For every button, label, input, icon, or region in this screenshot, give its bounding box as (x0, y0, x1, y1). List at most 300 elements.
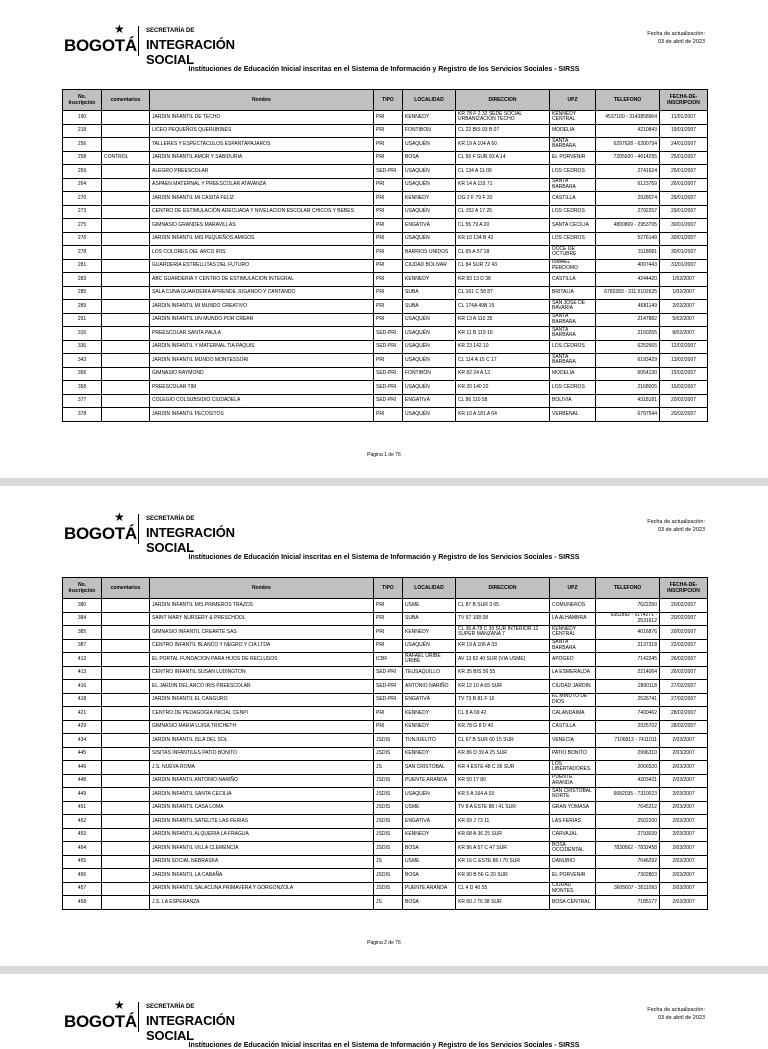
cell-telefono: 4007443 (596, 259, 660, 273)
cell-nombre: ASPAEN MATERNAL Y PREESCOLAR ATAVANZA (150, 178, 374, 192)
cell-comentarios (102, 869, 150, 883)
cell-localidad: USAQUÉN (403, 178, 456, 192)
cell-fecha: 30/01/2007 (660, 219, 708, 233)
cell-inscripcion: 452 (63, 815, 102, 829)
cell-localidad: KENNEDY (403, 273, 456, 287)
cell-direccion: CL 56 F SUR 93 A 14 (456, 151, 550, 165)
cell-direccion: DG 2 F 79 F 20 (456, 192, 550, 206)
cell-nombre: J.S. NUEVA ROMA (150, 761, 374, 775)
cell-direccion: CL 65 A 57 18 (456, 246, 550, 260)
table-row (63, 381, 708, 395)
cell-upz: EL MINUTO DE DIOS (550, 693, 596, 707)
cell-localidad: KENNEDY (403, 707, 456, 721)
column-header: Nombre (150, 578, 374, 599)
cell-fecha: 25/01/2007 (660, 151, 708, 165)
cell-fecha: 20/02/2007 (660, 408, 708, 422)
cell-localidad: KENNEDY (403, 747, 456, 761)
cell-direccion: KR 78 G 8 D 40 (456, 720, 550, 734)
cell-upz: SAN JOSE DE BAVARIA (550, 300, 596, 314)
table-row (63, 788, 708, 802)
cell-direccion: KR 11 B 119 10 (456, 327, 550, 341)
cell-inscripcion: 380 (63, 599, 102, 613)
cell-comentarios (102, 747, 150, 761)
cell-telefono: 4244420 (596, 273, 660, 287)
table-row (63, 882, 708, 896)
cell-fecha: 2/03/2007 (660, 882, 708, 896)
cell-comentarios (102, 111, 150, 125)
cell-upz: SANTA CECILIA (550, 219, 596, 233)
table-row (63, 855, 708, 869)
cell-upz: MODELIA (550, 124, 596, 138)
cell-nombre: JARDIN INFANTIL MUNDO MONTESSORI (150, 354, 374, 368)
cell-upz: SANTA BARBARA (550, 327, 596, 341)
cell-nombre: LICEO PEQUEÑOS QUERUBINES (150, 124, 374, 138)
cell-fecha: 1/02/2007 (660, 286, 708, 300)
cell-telefono: 6782283 - 311 5102625 (596, 286, 660, 300)
cell-telefono: 2741624 (596, 165, 660, 179)
cell-comentarios (102, 842, 150, 856)
cell-fecha: 22/02/2007 (660, 639, 708, 653)
table-row (63, 828, 708, 842)
cell-inscripcion: 453 (63, 828, 102, 842)
cell-fecha: 26/02/2007 (660, 666, 708, 680)
logo-text: BOGOTÁ (64, 36, 137, 55)
cell-comentarios (102, 761, 150, 775)
cell-localidad: USAQUÉN (403, 138, 456, 152)
cell-fecha: 30/01/2007 (660, 246, 708, 260)
cell-inscripcion: 281 (63, 259, 102, 273)
table-row (63, 151, 708, 165)
column-header: TELEFONO (596, 578, 660, 599)
bogota-logo (64, 996, 254, 1043)
cell-telefono: 6252665 (596, 340, 660, 354)
cell-inscripcion: 270 (63, 192, 102, 206)
cell-upz: LOS CEDROS (550, 165, 596, 179)
cell-comentarios (102, 408, 150, 422)
cell-nombre: CENTRO INFANTIL BLANCO Y NEGRO Y CIA LTDA (150, 639, 374, 653)
update-info (647, 1006, 705, 1022)
logo-integracion: INTEGRACIÓN SOCIAL (146, 1013, 235, 1043)
cell-inscripcion: 356 (63, 367, 102, 381)
cell-tipo: SED-PRI (374, 165, 403, 179)
cell-fecha: 20/02/2007 (660, 612, 708, 626)
cell-telefono: 4681149 (596, 300, 660, 314)
cell-tipo: PRI (374, 639, 403, 653)
cell-fecha: 11/01/2007 (660, 111, 708, 125)
table-row (63, 720, 708, 734)
document-title: Instituciones de Educación Inicial inscritas en el Sistema de Información y Registro de los Servicios Sociales - SIRSS (188, 1042, 580, 1049)
cell-comentarios (102, 734, 150, 748)
logo-divider (138, 514, 139, 544)
logo-secretaria: SECRETARÍA DE (146, 28, 195, 34)
cell-localidad: ENGATIVÁ (403, 394, 456, 408)
cell-telefono: 2996310 (596, 747, 660, 761)
institutions-table (62, 89, 708, 422)
cell-comentarios (102, 192, 150, 206)
cell-fecha: 29/01/2007 (660, 205, 708, 219)
column-header: TELEFONO (596, 90, 660, 111)
cell-upz: LAS FERIAS (550, 815, 596, 829)
cell-upz: SAN CRISTOBAL NORTE (550, 788, 596, 802)
cell-localidad: USME (403, 599, 456, 613)
cell-nombre: JARDIN INFANTIL SANTA CECILIA (150, 788, 374, 802)
cell-inscripcion: 457 (63, 882, 102, 896)
cell-nombre: ALEGRO PREESCOLAR (150, 165, 374, 179)
column-header: DIRECCION (456, 578, 550, 599)
cell-nombre: JARDIN INFANTIL MIS PEQUEÑOS AMIGOS (150, 232, 374, 246)
table-header-row (63, 90, 708, 111)
cell-inscripcion: 377 (63, 394, 102, 408)
cell-comentarios (102, 720, 150, 734)
cell-upz: SANTA BARBARA (550, 178, 596, 192)
cell-localidad: KENNEDY (403, 192, 456, 206)
cell-localidad: TEUSAQUILLO (403, 666, 456, 680)
cell-localidad: RAFAEL URIBE URIBE (403, 653, 456, 667)
table-row (63, 300, 708, 314)
cell-fecha: 2/03/2007 (660, 842, 708, 856)
cell-localidad: SUBA (403, 612, 456, 626)
cell-fecha: 30/01/2007 (660, 232, 708, 246)
cell-fecha: 15/02/2007 (660, 367, 708, 381)
cell-inscripcion: 384 (63, 612, 102, 626)
table-row (63, 761, 708, 775)
cell-telefono: 6797544 (596, 408, 660, 422)
cell-inscripcion: 387 (63, 639, 102, 653)
cell-direccion: CL 174A 49B 15 (456, 300, 550, 314)
cell-telefono: 2793039 (596, 828, 660, 842)
column-header: LOCALIDAD (403, 578, 456, 599)
cell-comentarios (102, 801, 150, 815)
cell-localidad: ENGATIVÁ (403, 693, 456, 707)
cell-telefono: 7302803 (596, 869, 660, 883)
cell-upz: LOS CEDROS (550, 340, 596, 354)
cell-direccion: KR 86 D 39 A 25 SUR (456, 747, 550, 761)
cell-fecha: 2/03/2007 (660, 801, 708, 815)
cell-tipo: PRI (374, 300, 403, 314)
cell-comentarios (102, 855, 150, 869)
cell-telefono: 7185177 (596, 896, 660, 910)
cell-localidad: KENNEDY (403, 828, 456, 842)
cell-inscripcion: 256 (63, 138, 102, 152)
cell-tipo: JSDIS (374, 801, 403, 815)
cell-direccion: KR 19 A 104 A 60 (456, 138, 550, 152)
cell-direccion: KR 78 F 2 32 SEDE SOCIAL URBANIZACION TECHO (456, 111, 550, 125)
cell-fecha: 2/03/2007 (660, 815, 708, 829)
cell-comentarios (102, 882, 150, 896)
cell-nombre: JARDIN INFANTIL MI MUNDO CREATIVO (150, 300, 374, 314)
column-header: UPZ (550, 578, 596, 599)
table-row (63, 707, 708, 721)
cell-upz: KENNEDY CENTRAL (550, 111, 596, 125)
cell-inscripcion: 434 (63, 734, 102, 748)
cell-tipo: PRI (374, 313, 403, 327)
cell-localidad: USAQUÉN (403, 313, 456, 327)
column-header: TIPO (374, 90, 403, 111)
cell-nombre: CENTRO DE ESTIMULACIÓN ADECUADA Y NIVELACION ESCOLAR CHICOS Y BEBES (150, 205, 374, 219)
cell-fecha: 28/02/2007 (660, 720, 708, 734)
cell-tipo: SED-PRI (374, 666, 403, 680)
cell-telefono: 7622250 (596, 599, 660, 613)
cell-tipo: SED-PRI (374, 340, 403, 354)
cell-inscripcion: 455 (63, 855, 102, 869)
cell-nombre: JARDIN INFANTIL VILLA CLEMENCIA (150, 842, 374, 856)
bogota-logo (64, 508, 254, 555)
cell-upz: VENECIA (550, 734, 596, 748)
cell-tipo: JSDIS (374, 842, 403, 856)
cell-fecha: 2/03/2007 (660, 761, 708, 775)
cell-nombre: JARDIN INFANTIL PECOSITOS (150, 408, 374, 422)
cell-tipo: PRI (374, 612, 403, 626)
column-header: Nombre (150, 90, 374, 111)
cell-fecha: 25/01/2007 (660, 165, 708, 179)
cell-inscripcion: 451 (63, 801, 102, 815)
cell-tipo: ICBF (374, 653, 403, 667)
star-icon: ★ (114, 22, 125, 36)
cell-comentarios (102, 788, 150, 802)
cell-nombre: JARDIN INFANTIL Y MATERNAL TIA PAQUIS (150, 340, 374, 354)
institutions-table (62, 577, 708, 910)
cell-upz: CASTILLA (550, 720, 596, 734)
table-row (63, 192, 708, 206)
cell-localidad: SUBA (403, 286, 456, 300)
cell-comentarios (102, 300, 150, 314)
cell-upz: COMUNEROS (550, 599, 596, 613)
logo-text: BOGOTÁ (64, 1012, 137, 1031)
cell-nombre: SAINT MARY NURSERY & PRESCHOOL (150, 612, 374, 626)
table-row (63, 680, 708, 694)
cell-comentarios (102, 707, 150, 721)
logo-divider (138, 1002, 139, 1032)
cell-fecha: 27/02/2007 (660, 680, 708, 694)
cell-telefono: 4537160 - 3143858964 (596, 111, 660, 125)
cell-direccion: CL 22 BIS 93 B 07 (456, 124, 550, 138)
cell-upz: CARVAJAL (550, 828, 596, 842)
cell-tipo: PRI (374, 246, 403, 260)
cell-direccion: CL 36 A 78 C 30 SUR INTERIOR 12 SUPER MANZANA 7 (456, 626, 550, 640)
cell-inscripcion: 429 (63, 720, 102, 734)
page-number: Página 2 de 76 (367, 940, 401, 946)
table-row (63, 815, 708, 829)
cell-comentarios (102, 138, 150, 152)
cell-inscripcion: 358 (63, 381, 102, 395)
cell-direccion: KR 10 134 B 42 (456, 232, 550, 246)
cell-nombre: JARDIN INFANTIL ANTONIO NARIÑO (150, 774, 374, 788)
cell-upz: LOS CEDROS (550, 232, 596, 246)
cell-comentarios (102, 273, 150, 287)
cell-localidad: USAQUÉN (403, 205, 456, 219)
cell-nombre: JARDIN INFANTIL ALQUERIA LA FRAGUA (150, 828, 374, 842)
cell-direccion: KR 35 B/S 56 55 (456, 666, 550, 680)
cell-telefono: 4016876 (596, 626, 660, 640)
cell-direccion: KR 14 A 119 71 (456, 178, 550, 192)
table-row (63, 599, 708, 613)
cell-upz: CALANDAIMA (550, 707, 596, 721)
cell-comentarios (102, 896, 150, 910)
cell-telefono: 2150255 (596, 327, 660, 341)
cell-localidad: USAQUÉN (403, 408, 456, 422)
cell-comentarios (102, 205, 150, 219)
column-header: DIRECCION (456, 90, 550, 111)
cell-nombre: JARDIN INFANTIL SATELITE LAS FERIAS (150, 815, 374, 829)
update-label: Fecha de actualización: (647, 519, 705, 525)
cell-tipo: SED-PRI (374, 381, 403, 395)
table-row (63, 869, 708, 883)
cell-tipo: JSDIS (374, 788, 403, 802)
table-row (63, 896, 708, 910)
cell-telefono: 6297628 - 6200754 (596, 138, 660, 152)
cell-localidad: PUENTE ARANDA (403, 774, 456, 788)
table-body (63, 111, 708, 422)
table-row (63, 327, 708, 341)
cell-tipo: JS (374, 761, 403, 775)
cell-upz: LOS LIBERTADORES (550, 761, 596, 775)
cell-telefono: 6352892 - 5174271 - 2531612 (596, 612, 660, 626)
table-row (63, 653, 708, 667)
cell-localidad: ANTONIO NARIÑO (403, 680, 456, 694)
cell-direccion: KR 19 A 106 A 33 (456, 639, 550, 653)
cell-localidad: USME (403, 855, 456, 869)
cell-nombre: JARDIN INFANTIL MI CASITA FELIZ (150, 192, 374, 206)
cell-upz: SANTA BARBARA (550, 138, 596, 152)
cell-nombre: PREESCOLAR TIM (150, 381, 374, 395)
cell-inscripcion: 190 (63, 111, 102, 125)
cell-tipo: JSDIS (374, 815, 403, 829)
cell-tipo: JS (374, 896, 403, 910)
cell-nombre: JARDIN INFANTIL AMOR Y SABIDURIA (150, 151, 374, 165)
cell-comentarios (102, 774, 150, 788)
cell-comentarios (102, 693, 150, 707)
cell-telefono: 2792257 (596, 205, 660, 219)
cell-fecha: 20/02/2007 (660, 626, 708, 640)
table-row (63, 394, 708, 408)
table-row (63, 273, 708, 287)
table-row (63, 178, 708, 192)
cell-upz: SANTA BARBARA (550, 313, 596, 327)
cell-fecha: 27/02/2007 (660, 693, 708, 707)
cell-inscripcion: 276 (63, 232, 102, 246)
star-icon: ★ (114, 510, 125, 524)
cell-tipo: JSDIS (374, 869, 403, 883)
page-separator (0, 966, 768, 974)
cell-inscripcion: 258 (63, 151, 102, 165)
cell-inscripcion: 454 (63, 842, 102, 856)
cell-telefono: 2925702 (596, 720, 660, 734)
star-icon: ★ (114, 998, 125, 1012)
cell-telefono: 6682035 - 7310023 (596, 788, 660, 802)
cell-inscripcion: 456 (63, 869, 102, 883)
cell-direccion: KR 5 A 164 A 03 (456, 788, 550, 802)
cell-localidad: SUBA (403, 300, 456, 314)
cell-fecha: 2/03/2007 (660, 896, 708, 910)
table-row (63, 774, 708, 788)
cell-nombre: GIMNASIO INFANTIL CREARTE SAS (150, 626, 374, 640)
cell-fecha: 12/02/2007 (660, 340, 708, 354)
cell-telefono: 7142245 (596, 653, 660, 667)
cell-direccion: KR 90 B 56 G 20 SUR (456, 869, 550, 883)
cell-localidad: USAQUÉN (403, 340, 456, 354)
cell-tipo: JSDIS (374, 882, 403, 896)
cell-upz: LOS CEDROS (550, 381, 596, 395)
cell-nombre: JARDIN INFANTIL EL CANGURO (150, 693, 374, 707)
column-header: TIPO (374, 578, 403, 599)
cell-direccion: CL 84 SUR 72 43 (456, 259, 550, 273)
cell-direccion: KR 23 142 10 (456, 340, 550, 354)
cell-telefono: 4203421 (596, 774, 660, 788)
cell-direccion: KR 20 140 22 (456, 381, 550, 395)
cell-direccion: KR 69 J 73 11 (456, 815, 550, 829)
cell-inscripcion: 445 (63, 747, 102, 761)
cell-upz: SANTA BARBARA (550, 354, 596, 368)
cell-telefono: 2526741 (596, 693, 660, 707)
cell-fecha: 2/03/2007 (660, 788, 708, 802)
cell-tipo: JSDIS (374, 774, 403, 788)
logo-secretaria: SECRETARÍA DE (146, 516, 195, 522)
table-row (63, 219, 708, 233)
cell-fecha: 20/02/2007 (660, 599, 708, 613)
cell-tipo: PRI (374, 408, 403, 422)
cell-direccion: CL 55 79 A 20 (456, 219, 550, 233)
cell-direccion: CL 87 B SUR 3 05 (456, 599, 550, 613)
cell-inscripcion: 458 (63, 896, 102, 910)
update-date: 03 de abril de 2023 (657, 527, 705, 533)
cell-localidad: USAQUÉN (403, 165, 456, 179)
cell-localidad: FONTIBÓN (403, 367, 456, 381)
cell-inscripcion: 336 (63, 340, 102, 354)
cell-telefono: 4210843 (596, 124, 660, 138)
cell-fecha: 1/02/2007 (660, 273, 708, 287)
cell-comentarios (102, 612, 150, 626)
cell-comentarios (102, 165, 150, 179)
cell-fecha: 2/03/2007 (660, 828, 708, 842)
cell-upz: GRAN YOMASA (550, 801, 596, 815)
cell-direccion: TV 73 B 81 F 10 (456, 693, 550, 707)
cell-fecha: 2/03/2007 (660, 774, 708, 788)
cell-nombre: CENTRO INFANTIL SUSAN LUDINGTON (150, 666, 374, 680)
logo-secretaria: SECRETARÍA DE (146, 1004, 195, 1010)
cell-nombre: J.S. LA ESPERANZA (150, 896, 374, 910)
table-row (63, 205, 708, 219)
cell-fecha: 2/03/2007 (660, 855, 708, 869)
table-row (63, 232, 708, 246)
table-row (63, 747, 708, 761)
cell-localidad: USAQUÉN (403, 381, 456, 395)
cell-localidad: FONTIBON (403, 124, 456, 138)
cell-telefono: 7645212 (596, 801, 660, 815)
cell-fecha: 2/03/2007 (660, 734, 708, 748)
cell-inscripcion: 264 (63, 178, 102, 192)
cell-localidad: BOSA (403, 842, 456, 856)
cell-telefono: 7106813 - 7411011 (596, 734, 660, 748)
logo-integracion: INTEGRACIÓN SOCIAL (146, 37, 235, 67)
cell-comentarios (102, 124, 150, 138)
cell-direccion: KR 10 A 181 A 04 (456, 408, 550, 422)
cell-fecha: 26/01/2007 (660, 178, 708, 192)
cell-telefono: 6123769 (596, 178, 660, 192)
cell-comentarios (102, 828, 150, 842)
column-header: UPZ (550, 90, 596, 111)
cell-telefono: 7646292 (596, 855, 660, 869)
cell-upz: BOSA CENTRAL (550, 896, 596, 910)
cell-upz: EL PORVENIR (550, 869, 596, 883)
update-date: 03 de abril de 2023 (657, 1015, 705, 1021)
cell-nombre: SALA CUNA GUARDERIA APRENDE JUGANDO Y CANTANDO (150, 286, 374, 300)
cell-nombre: JARDIN INFANTIL MIS PRIMEROS TRAZOS (150, 599, 374, 613)
document-title: Instituciones de Educación Inicial inscritas en el Sistema de Información y Registro de los Servicios Sociales - SIRSS (188, 554, 580, 561)
table-row (63, 842, 708, 856)
logo-integracion: INTEGRACIÓN SOCIAL (146, 525, 235, 555)
column-header: LOCALIDAD (403, 90, 456, 111)
cell-direccion: CL 114 A 15 C 17 (456, 354, 550, 368)
